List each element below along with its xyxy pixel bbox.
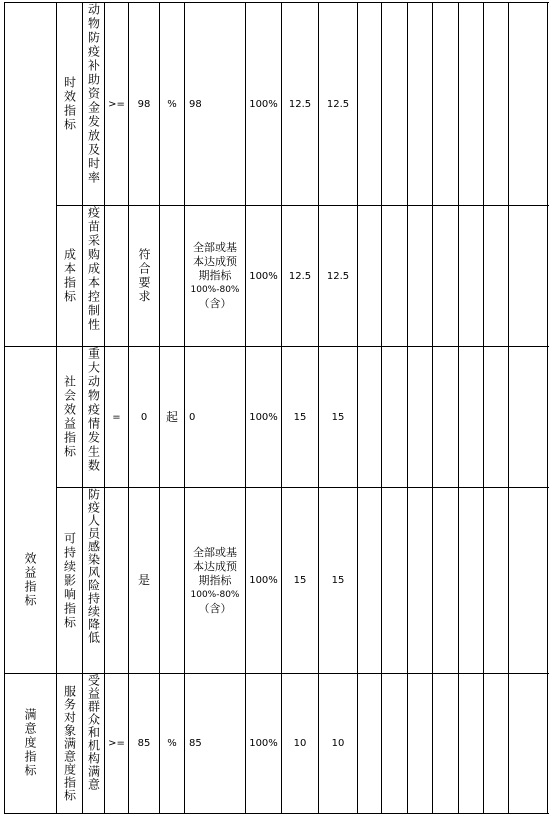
operator: >= — [108, 738, 125, 749]
level2-cell — [57, 206, 82, 346]
target-line: 全部或基 — [192, 545, 237, 559]
level3-cell — [83, 488, 104, 673]
operator-cell — [105, 347, 128, 487]
target-value: 0 — [189, 411, 196, 423]
indicator-unit: 起 — [165, 409, 178, 424]
level2-label: 成本指标 — [62, 248, 77, 304]
weight-cell — [282, 674, 318, 813]
value-cell — [129, 3, 159, 205]
score-value: 15 — [331, 575, 345, 586]
operator-cell — [105, 206, 128, 346]
weight-cell — [282, 3, 318, 205]
level3-label: 疫苗采购成本控制性 — [86, 206, 101, 332]
level2-label: 社会效益指标 — [62, 375, 77, 459]
target-line: 100%-80% — [190, 285, 240, 295]
completion-cell — [246, 488, 281, 673]
col-line — [508, 2, 509, 814]
value-cell — [129, 347, 159, 487]
score-value: 15 — [331, 411, 345, 423]
completion-cell — [246, 3, 281, 205]
operator-cell — [105, 674, 128, 813]
level3-label: 重大动物疫情发生数 — [86, 347, 101, 473]
indicator-unit: % — [167, 738, 177, 749]
completion-rate: 100% — [249, 411, 278, 423]
target-line: 100%-80% — [190, 589, 240, 600]
target-cell — [185, 206, 245, 346]
target-line: （含） — [198, 601, 232, 615]
target-line: 本达成预 — [192, 255, 237, 268]
score-cell — [319, 3, 357, 205]
unit-cell — [160, 674, 184, 813]
completion-cell — [246, 206, 281, 346]
unit-cell — [160, 206, 184, 346]
level2-label: 可持续影响指标 — [62, 531, 77, 630]
indicator-value: 0 — [140, 411, 148, 423]
unit-cell — [160, 347, 184, 487]
score-cell — [319, 674, 357, 813]
indicator-value: 是 — [137, 573, 150, 587]
indicator-unit: % — [167, 98, 177, 110]
target-value: 85 — [189, 738, 202, 749]
operator-cell — [105, 488, 128, 673]
weight-value: 12.5 — [288, 270, 312, 282]
level3-cell — [83, 3, 104, 205]
weight-cell — [282, 488, 318, 673]
operator-cell — [105, 3, 128, 205]
completion-cell — [246, 347, 281, 487]
operator: = — [112, 411, 121, 423]
weight-value: 10 — [293, 738, 307, 749]
col-line — [407, 2, 408, 814]
weight-cell — [282, 347, 318, 487]
completion-rate: 100% — [249, 98, 278, 110]
col-line — [381, 2, 382, 814]
group-cell-satisfaction — [4, 673, 56, 813]
target-cell — [185, 488, 245, 673]
weight-value: 12.5 — [288, 98, 312, 110]
level3-label: 动物防疫补助资金发放及时率 — [86, 3, 101, 185]
target-cell — [189, 3, 245, 205]
score-cell — [319, 488, 357, 673]
col-line — [458, 2, 459, 814]
target-cell — [189, 674, 245, 813]
level3-label: 受益群众和机构满意 — [86, 674, 101, 791]
completion-rate: 100% — [249, 738, 278, 749]
weight-cell — [282, 206, 318, 346]
level3-label: 防疫人员感染风险持续降低 — [86, 488, 101, 644]
target-value: 98 — [189, 98, 202, 110]
group-cell-benefit — [4, 346, 56, 673]
completion-rate: 100% — [249, 575, 278, 586]
target-line: 本达成预 — [192, 559, 237, 573]
col-line — [483, 2, 484, 814]
col-line — [184, 2, 185, 814]
target-line: （含） — [198, 297, 232, 310]
target-cell — [189, 347, 245, 487]
completion-rate: 100% — [249, 270, 278, 282]
target-line: 全部或基 — [192, 241, 237, 254]
completion-cell — [246, 674, 281, 813]
score-cell — [319, 206, 357, 346]
operator: >= — [108, 98, 125, 110]
score-cell — [319, 347, 357, 487]
level3-cell — [83, 206, 104, 346]
level2-label: 服务对象满意度指标 — [62, 685, 77, 802]
row-line — [4, 813, 549, 814]
indicator-value: 符合要求 — [137, 248, 151, 304]
score-value: 12.5 — [326, 98, 350, 110]
value-cell — [129, 488, 159, 673]
level2-cell — [57, 347, 82, 487]
level2-cell — [57, 488, 82, 673]
level3-cell — [83, 347, 104, 487]
indicator-value: 85 — [137, 738, 151, 749]
weight-value: 15 — [293, 575, 307, 586]
level3-cell — [83, 674, 104, 813]
weight-value: 15 — [293, 411, 307, 423]
target-line: 期指标 — [198, 269, 232, 282]
col-line — [547, 2, 548, 814]
level2-cell — [57, 674, 82, 813]
level2-label: 时效指标 — [62, 76, 77, 132]
unit-cell — [160, 488, 184, 673]
col-line — [432, 2, 433, 814]
score-value: 12.5 — [326, 270, 350, 282]
col-line — [357, 2, 358, 814]
score-value: 10 — [331, 738, 345, 749]
group-label-satisfaction: 满意度指标 — [23, 708, 37, 778]
level2-cell — [57, 3, 82, 205]
group-label-benefit: 效益指标 — [23, 551, 37, 608]
indicator-value: 98 — [137, 98, 151, 110]
value-cell — [129, 674, 159, 813]
target-line: 期指标 — [198, 573, 232, 587]
value-cell — [129, 206, 159, 346]
unit-cell — [160, 3, 184, 205]
